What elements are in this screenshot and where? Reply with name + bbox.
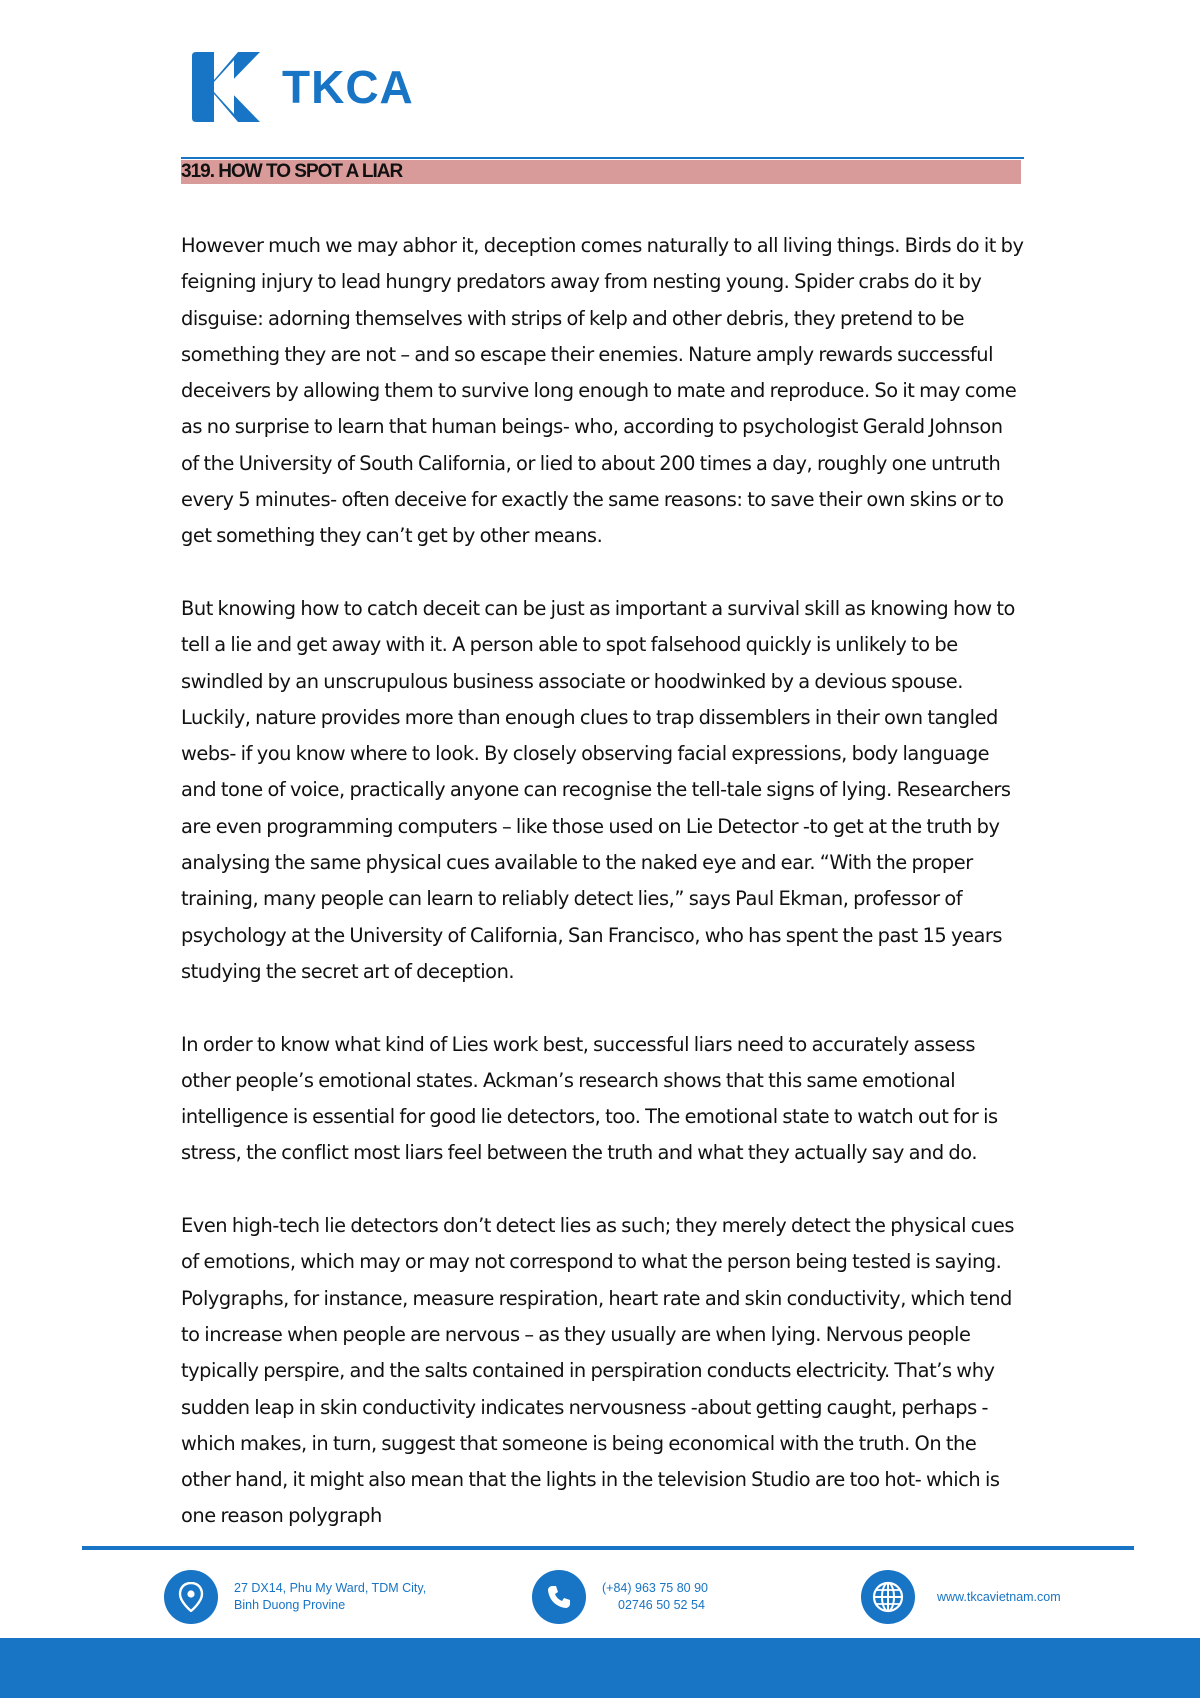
title-bar [181,160,1021,184]
footer-website [861,1570,1061,1624]
paragraph-1: However much we may abhor it, deception comes naturally to all living things. Birds do it by feigning injury to lead hungry predators away from nesting young. Spider crabs do it by disguise: adorning themselves with strips of kelp and other debris, they pretend to be something they are not – and so escape their enemies. Nature amply rewards successful deceivers by allowing them to survive long enough to mate and reproduce. So it may come as no surprise to learn that human beings- who, according to psychologist Gerald Johnson of the University of South California, or lied to about 200 times a day, roughly one untruth every 5 minutes- often deceive for exactly the same reasons: to save their own skins or to get something they can’t get by other means. [181,234,1024,548]
footer-band [0,1638,1200,1698]
address-line-2: Binh Duong Provine [234,1598,346,1612]
article-body [181,228,1024,1571]
title-rule [181,157,1024,159]
globe-icon [861,1570,915,1624]
paragraph-4: Even high-tech lie detectors don’t detect lies as such; they merely detect the physical cues of emotions, which may or may not correspond to what the person being tested is saying. Polygraphs, for instance, measure respiration, heart rate and skin conductivity, which tend to increase when people are nervous – as they usually are when lying. Nervous people typically perspire, and the salts contained in perspiration conducts electricity. That’s why sudden leap in skin conductivity indicates nervousness -about getting caught, perhaps -which makes, in turn, suggest that someone is being economical with the truth. On the other hand, it might also mean that the lights in the television Studio are too hot- which is one reason polygraph [181,1214,1014,1528]
tkca-logo-icon [190,52,262,122]
address-line-1: 27 DX14, Phu My Ward, TDM City, [234,1581,427,1595]
location-pin-icon [164,1570,218,1624]
paragraph-3: In order to know what kind of Lies work best, successful liars need to accurately assess other people’s emotional states. Ackman’s research shows that this same emotional intelligence is essential for good lie detectors, too. The emotional state to watch out for is stress, the conflict most liars feel between the truth and what they actually say and do. [181,1032,998,1165]
logo-text: TKCA [282,61,414,113]
page-title: 319. HOW TO SPOT A LIAR [181,161,403,182]
logo [190,52,414,122]
phone-icon [532,1570,586,1624]
paragraph-2: But knowing how to catch deceit can be just as important a survival skill as knowing how to tell a lie and get away with it. A person able to spot falsehood quickly is unlikely to be swindled by an unscrupulous business associate or hoodwinked by a devious spouse. Luckily, nature provides more than enough clues to trap dissemblers in their own tangled webs- if you know where to look. By closely observing facial expressions, body language and tone of voice, practically anyone can recognise the tell-tale signs of lying. Researchers are even programming computers – like those used on Lie Detector -to get at the truth by analysing the same physical cues available to the naked eye and ear. “With the proper training, many people can learn to reliably detect lies,” says Paul Ekman, professor of psychology at the University of California, San Francisco, who has spent the past 15 years studying the secret art of deception. [181,596,1015,983]
website-link[interactable]: www.tkcavietnam.com [937,1589,1061,1604]
footer-rule [82,1546,1134,1550]
phone-line-1: (+84) 963 75 80 90 [602,1581,708,1595]
phone-line-2: 02746 50 52 54 [618,1598,705,1612]
footer-address [164,1570,426,1624]
footer-phone [532,1570,708,1624]
